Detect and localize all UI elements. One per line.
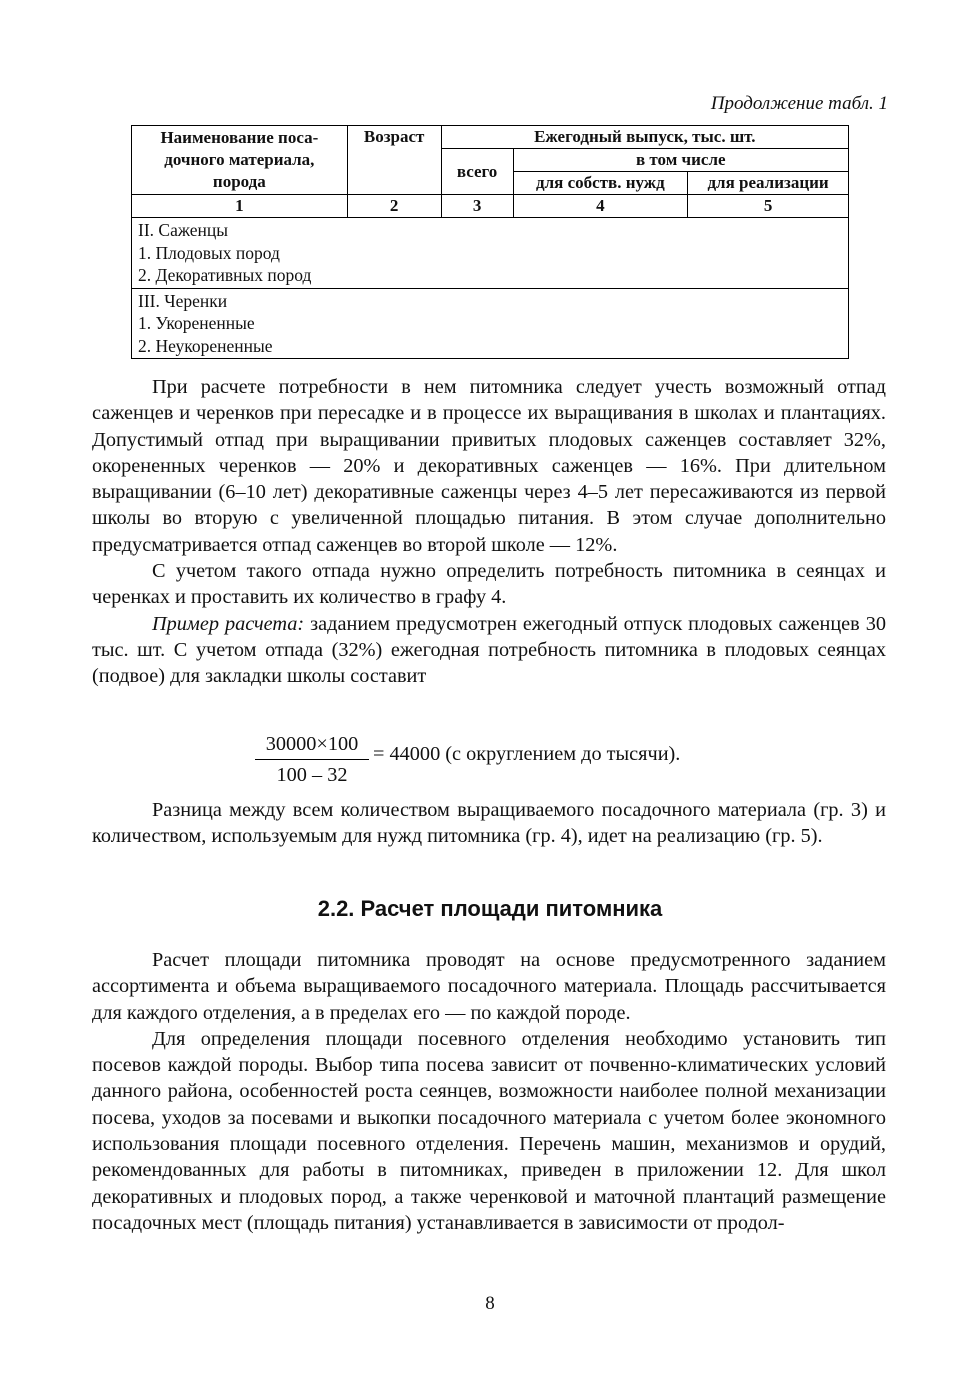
table-section-cuttings xyxy=(132,288,849,359)
column-number: 4 xyxy=(513,195,688,218)
page-number: 8 xyxy=(485,1293,495,1314)
paragraph-area-sowing: Для определения площади посевного отделения необходимо установить тип посевов каждой породы. Выбор типа посева зависит от почвенно-климатических условий данного района, особенностей роста сеянцев, возможности наиболее полной механизации посева, уходов за посевами и выкопки посадочного материала с учетом более экономного использования площади посевного отделения. Перечень машин, механизмов и орудий, рекомендованных для работы в питомниках, приведен в приложении 12. Для школ декоративных и плодовых пород, а также черенковой и маточной плантаций размещение посадочных мест (площадь питания) устанавливается в зависимости от продол- xyxy=(92,1027,886,1234)
header-including: в том числе xyxy=(513,149,848,172)
column-number: 3 xyxy=(441,195,513,218)
fraction-bar xyxy=(255,759,369,760)
header-for-sale: для реализации xyxy=(688,172,849,195)
text-block-1 xyxy=(92,374,886,690)
paragraph-example xyxy=(92,611,886,690)
header-own-needs: для собств. нужд xyxy=(513,172,688,195)
header-age: Возраст xyxy=(347,126,441,195)
column-number-row xyxy=(132,195,849,218)
formula-result: = 44000 (с округлением до тысячи). xyxy=(373,743,681,765)
paragraph-area-basis: Расчет площади питомника проводят на основе предусмотренного заданием ассортимента и объема выращиваемого посадочного материала. Площадь рассчитывается для каждого отделения, а в пределах его — по каждой породе. xyxy=(92,949,886,1024)
text-block-2 xyxy=(92,797,886,850)
paragraph-losses: При расчете потребности в нем питомника следует учесть возможный отпад саженцев и черенков при пересадке и в процессе их выращивания в школах и плантациях. Допустимый отпад при выращивании привитых плодовых саженцев составляет 32%, окорененных черенков — 20% и декоративных саженцев — 16%. При длительном выращивании (6–10 лет) декоративные саженцы через 4–5 лет пересаживаются из первой школы во вторую с увеличенной площадью питания. В этом случае дополнительно предусматривается отпад саженцев во второй школе — 12%. xyxy=(92,376,886,556)
section-item: 1. Плодовых пород xyxy=(138,242,280,263)
section-item: 2. Декоративных пород xyxy=(138,265,312,285)
section-title: II. Саженцы xyxy=(138,220,228,240)
section-item: 2. Неукорененные xyxy=(138,335,273,356)
nursery-output-table xyxy=(131,125,849,359)
column-number: 5 xyxy=(688,195,849,218)
formula-fraction xyxy=(255,731,369,788)
section-item: 1. Укорененные xyxy=(138,313,255,333)
example-label: Пример расчета: xyxy=(152,612,305,635)
example-text: заданием предусмотрен ежегодный отпуск плодовых саженцев 30 тыс. шт. С учетом отпада (32%) ежегодная потребность питомника в плодовых сеянцах (подвое) для закладки школы составит xyxy=(92,612,886,688)
formula-numerator: 30000×100 xyxy=(265,733,359,755)
table-continuation-label: Продолжение табл. 1 xyxy=(710,93,888,114)
header-material-name: Наименование поса- дочного материала, порода xyxy=(132,126,348,195)
header-total: всего xyxy=(441,149,513,195)
paragraph-difference: Разница между всем количеством выращиваемого посадочного материала (гр. 3) и количеством, используемым для нужд питомника (гр. 4), идет на реализацию (гр. 5). xyxy=(92,799,886,848)
column-number: 1 xyxy=(132,195,348,218)
table-section-seedlings xyxy=(132,218,849,289)
header-annual-output: Ежегодный выпуск, тыс. шт. xyxy=(441,126,848,149)
section-title: III. Черенки xyxy=(138,290,228,311)
section-heading: 2.2. Расчет площади питомника xyxy=(317,896,663,921)
formula-denominator: 100 – 32 xyxy=(276,764,348,786)
column-number: 2 xyxy=(347,195,441,218)
text-block-3 xyxy=(92,947,886,1236)
paragraph-requirement: С учетом такого отпада нужно определить потребность питомника в сеянцах и черенках и проставить их количество в графу 4. xyxy=(92,560,886,609)
